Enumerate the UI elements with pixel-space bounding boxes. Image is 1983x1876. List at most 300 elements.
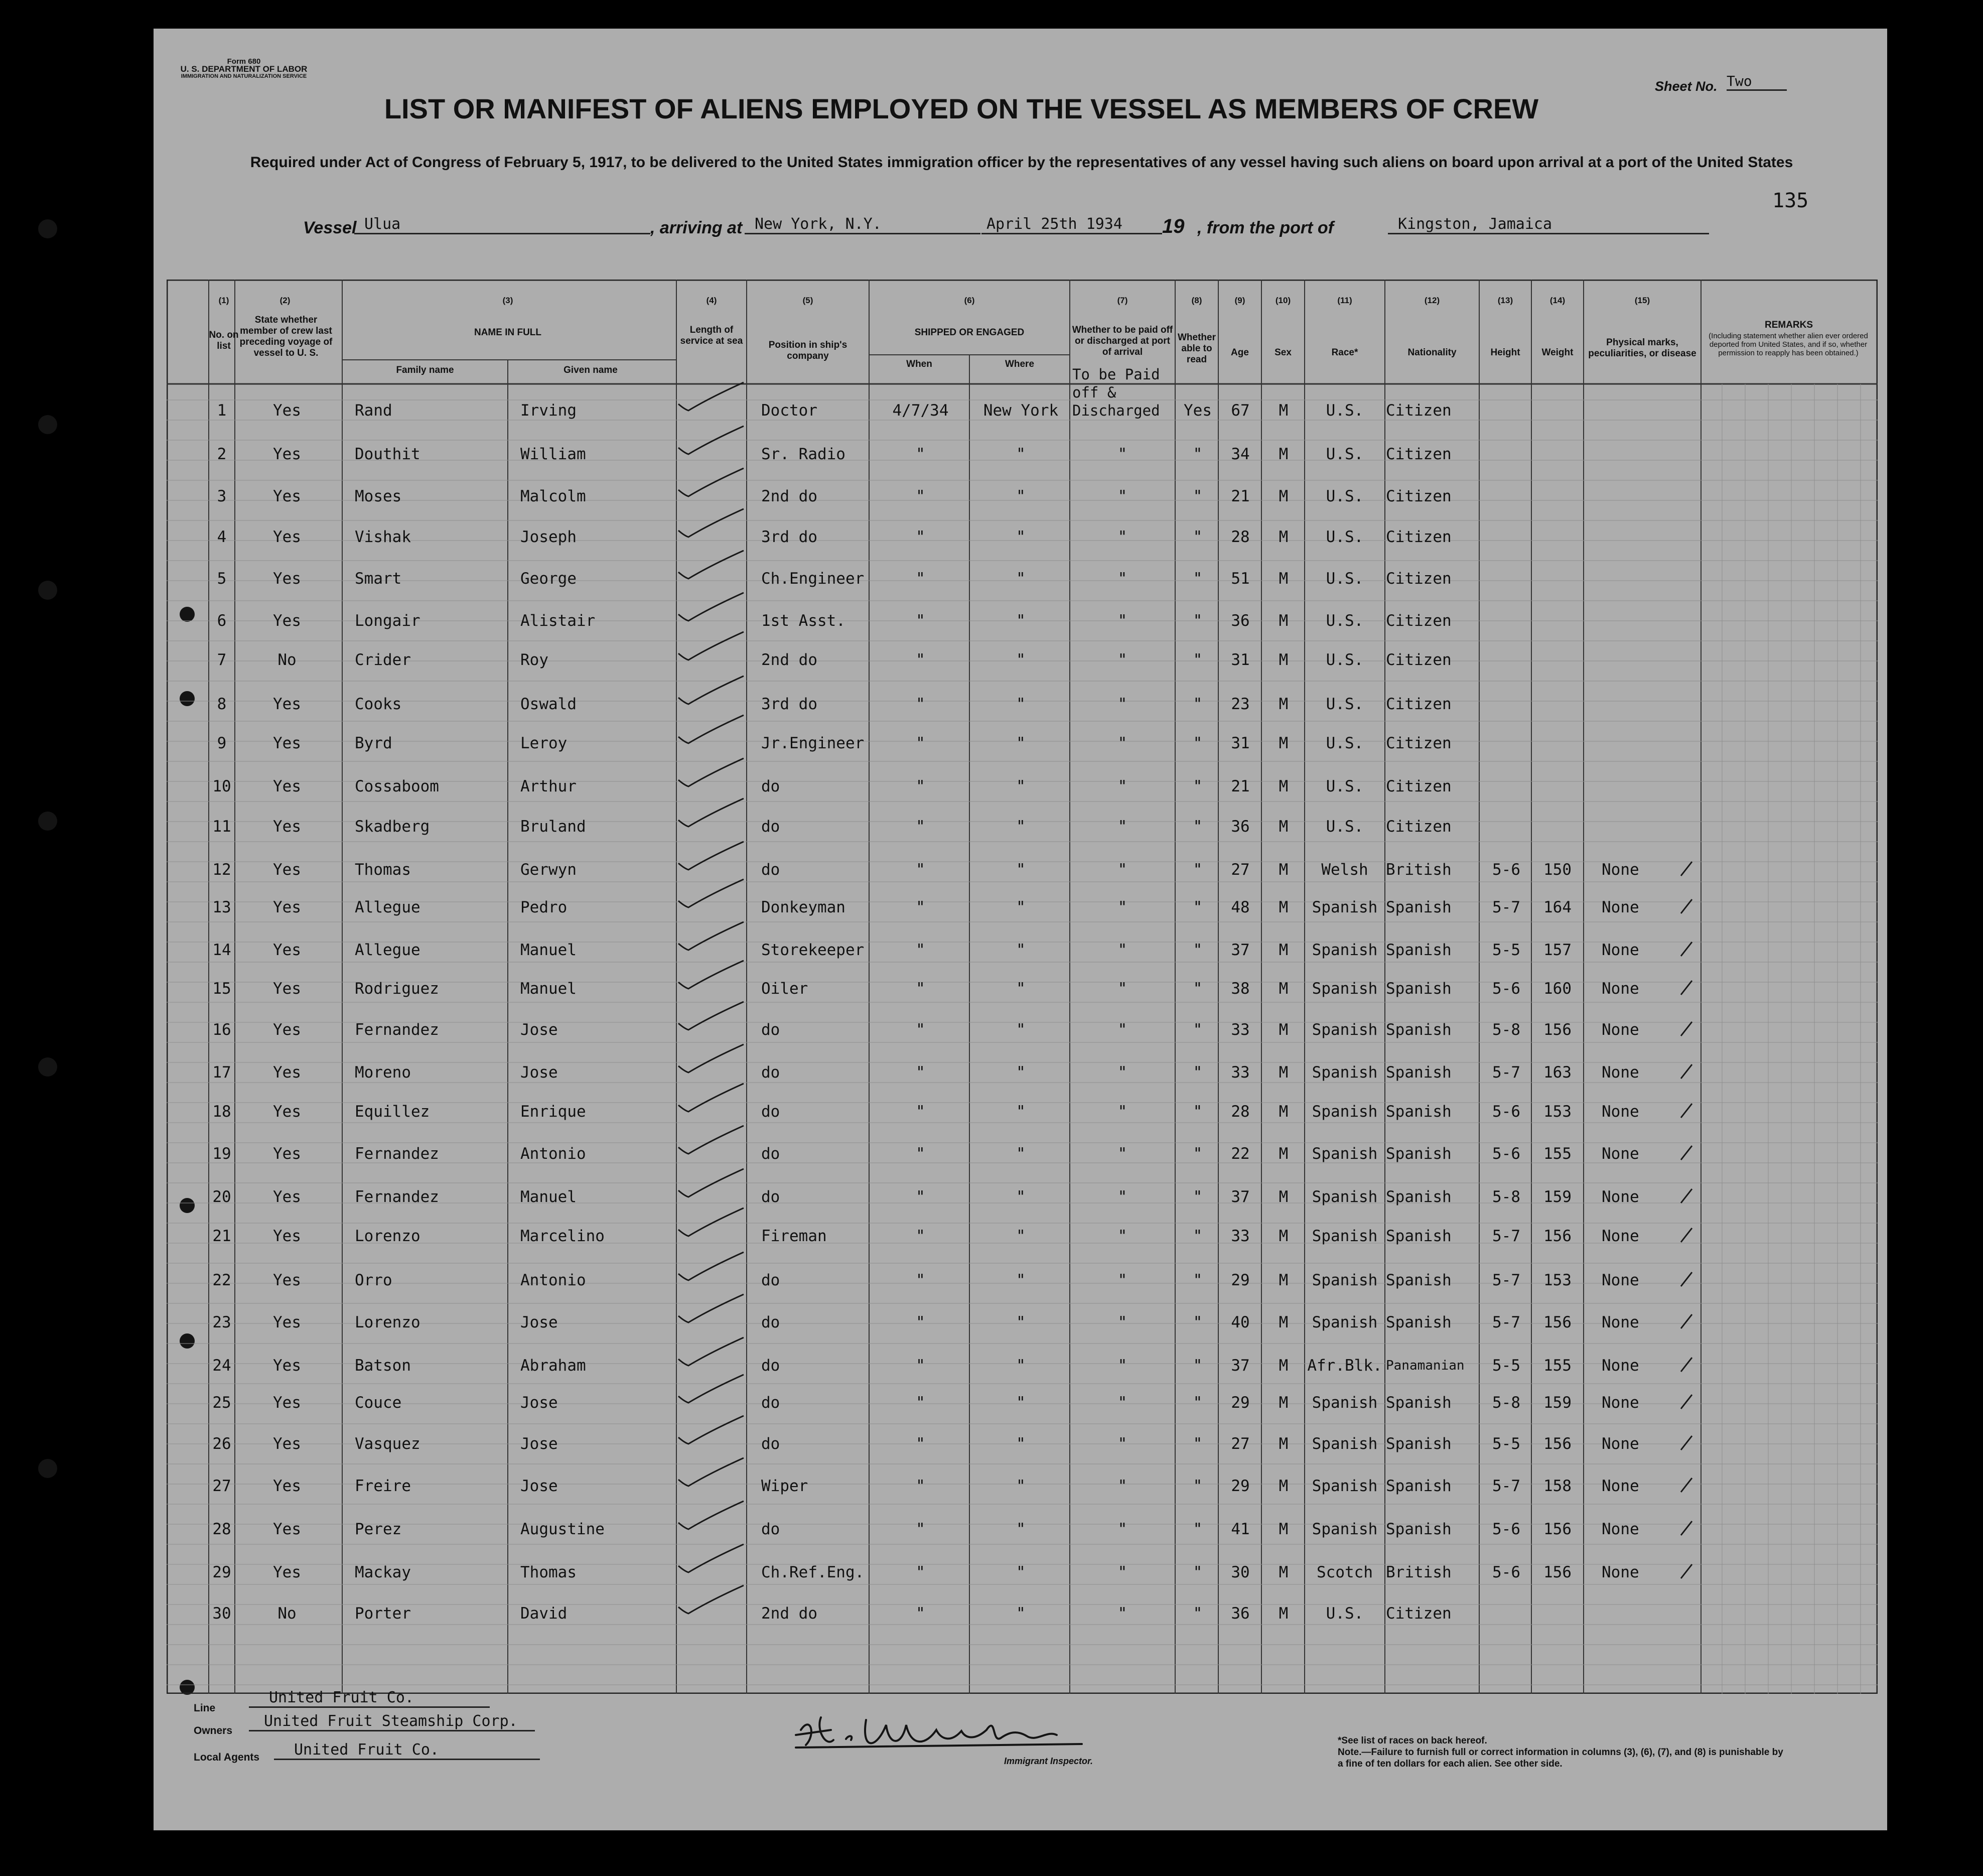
cell-where: "	[1016, 528, 1026, 546]
col-header-weight: Weight	[1541, 347, 1574, 358]
cell-paid: "	[1117, 528, 1127, 546]
cell-sex: M	[1279, 1477, 1289, 1495]
cell-no: 23	[212, 1313, 231, 1331]
cell-marks: None	[1602, 941, 1639, 959]
cell-given: David	[520, 1604, 568, 1623]
cell-sex: M	[1279, 898, 1289, 916]
cell-prev: Yes	[273, 1563, 301, 1581]
check-mark	[668, 1538, 759, 1578]
cell-position: Oiler	[761, 980, 808, 998]
cell-given: Jose	[520, 1313, 558, 1331]
tick-mark	[1677, 1392, 1697, 1412]
cell-height: 5-8	[1492, 1188, 1520, 1206]
cell-height: 5-5	[1492, 941, 1520, 959]
tick-mark	[1677, 939, 1697, 959]
cell-weight: 155	[1543, 1145, 1572, 1163]
cell-no: 25	[212, 1394, 231, 1412]
cell-race: U.S.	[1326, 695, 1364, 713]
tick-mark	[1677, 1061, 1697, 1082]
cell-read: "	[1193, 1394, 1203, 1412]
cell-nat: Spanish	[1386, 941, 1452, 959]
cell-no: 24	[212, 1357, 231, 1375]
cell-read: "	[1193, 1520, 1203, 1538]
agents-value: United Fruit Co.	[274, 1741, 540, 1760]
col-num: (13)	[1497, 296, 1513, 305]
col-header-shipped: SHIPPED OR ENGAGED	[914, 327, 1025, 338]
cell-read: "	[1193, 651, 1203, 669]
cell-when: "	[916, 1563, 925, 1581]
cell-position: do	[761, 1145, 780, 1163]
cell-age: 48	[1231, 898, 1250, 916]
form-number: Form 680	[227, 57, 261, 66]
cell-prev: Yes	[273, 1520, 301, 1538]
cell-prev: No	[277, 651, 297, 669]
cell-where: New York	[983, 401, 1059, 420]
cell-sex: M	[1279, 1604, 1289, 1623]
department: U. S. DEPARTMENT OF LABOR	[180, 64, 308, 74]
check-mark	[668, 376, 759, 417]
cell-read: "	[1193, 1435, 1203, 1453]
year-label: 19	[1162, 215, 1185, 237]
cell-race: U.S.	[1326, 818, 1364, 836]
vessel-label: Vessel	[303, 218, 357, 237]
cell-prev: Yes	[273, 1145, 301, 1163]
col-header-remarks: REMARKS	[1764, 320, 1813, 330]
cell-position: do	[761, 1313, 780, 1331]
cell-when: "	[916, 612, 925, 630]
tick-mark	[1677, 978, 1697, 998]
cell-when: "	[916, 1313, 925, 1331]
cell-age: 34	[1231, 445, 1250, 463]
cell-where: "	[1016, 734, 1026, 752]
cell-nat: Citizen	[1386, 612, 1452, 630]
cell-sex: M	[1279, 445, 1289, 463]
cell-given: Marcelino	[520, 1227, 605, 1245]
cell-position: Ch.Engineer	[761, 570, 865, 588]
cell-given: Arthur	[520, 777, 577, 795]
cell-given: Alistair	[520, 612, 596, 630]
col-header-paid-off: Whether to be paid off or discharged at port of arrival	[1072, 325, 1173, 357]
cell-sex: M	[1279, 734, 1289, 752]
cell-weight: 156	[1543, 1563, 1572, 1581]
cell-no: 1	[217, 401, 227, 420]
cell-when: "	[916, 570, 925, 588]
cell-no: 2	[217, 445, 227, 463]
line-value: United Fruit Co.	[249, 1689, 490, 1708]
col-header-no: No. on list	[209, 330, 239, 351]
cell-position: do	[761, 1271, 780, 1289]
cell-family: Smart	[355, 570, 402, 588]
cell-race: Spanish	[1312, 1477, 1378, 1495]
tick-mark	[1677, 1101, 1697, 1121]
cell-where: "	[1016, 1313, 1026, 1331]
cell-read: "	[1193, 734, 1203, 752]
check-mark	[668, 1410, 759, 1450]
cell-position: Wiper	[761, 1477, 808, 1495]
agents-label: Local Agents	[194, 1752, 260, 1763]
cell-family: Vishak	[355, 528, 411, 546]
cell-age: 41	[1231, 1520, 1250, 1538]
cell-age: 33	[1231, 1021, 1250, 1039]
cell-sex: M	[1279, 651, 1289, 669]
cell-marks: None	[1602, 1271, 1639, 1289]
check-mark	[668, 916, 759, 956]
cell-read: "	[1193, 445, 1203, 463]
check-mark	[668, 996, 759, 1036]
cell-age: 27	[1231, 861, 1250, 879]
cell-read: "	[1193, 818, 1203, 836]
cell-read: "	[1193, 898, 1203, 916]
cell-when: 4/7/34	[892, 401, 949, 420]
cell-prev: Yes	[273, 861, 301, 879]
cell-when: "	[916, 734, 925, 752]
col-num: (10)	[1275, 296, 1291, 305]
cell-prev: Yes	[273, 1435, 301, 1453]
cell-when: "	[916, 980, 925, 998]
tick-mark	[1677, 1019, 1697, 1039]
col-num: (4)	[706, 296, 717, 305]
check-mark	[668, 1078, 759, 1118]
cell-nat: Spanish	[1386, 1103, 1452, 1121]
cell-when: "	[916, 941, 925, 959]
cell-when: "	[916, 445, 925, 463]
col-header-prev-voyage: State whether member of crew last preceding voyage of vessel to U. S.	[239, 315, 333, 358]
tick-mark	[1677, 1186, 1697, 1206]
cell-age: 29	[1231, 1477, 1250, 1495]
cell-sex: M	[1279, 570, 1289, 588]
page-title: LIST OR MANIFEST OF ALIENS EMPLOYED ON THE VESSEL AS MEMBERS OF CREW	[384, 93, 1539, 124]
cell-where: "	[1016, 1477, 1026, 1495]
inspector-signature	[786, 1700, 1137, 1760]
cell-no: 21	[212, 1227, 231, 1245]
cell-where: "	[1016, 1435, 1026, 1453]
cell-prev: Yes	[273, 1271, 301, 1289]
cell-when: "	[916, 1227, 925, 1245]
cell-prev: Yes	[273, 695, 301, 713]
check-mark	[668, 1495, 759, 1535]
cell-when: "	[916, 1145, 925, 1163]
cell-no: 13	[212, 898, 231, 916]
cell-age: 29	[1231, 1394, 1250, 1412]
cell-when: "	[916, 1520, 925, 1538]
cell-no: 27	[212, 1477, 231, 1495]
cell-nat: British	[1386, 1563, 1452, 1581]
cell-race: U.S.	[1326, 445, 1364, 463]
cell-age: 33	[1231, 1227, 1250, 1245]
cell-race: Spanish	[1312, 1063, 1378, 1082]
cell-family: Byrd	[355, 734, 392, 752]
cell-when: "	[916, 1063, 925, 1082]
service: IMMIGRATION AND NATURALIZATION SERVICE	[181, 73, 307, 79]
cell-where: "	[1016, 651, 1026, 669]
check-mark	[668, 1120, 759, 1160]
cell-position: 3rd do	[761, 528, 817, 546]
cell-where: "	[1016, 1103, 1026, 1121]
cell-prev: Yes	[273, 1394, 301, 1412]
cell-sex: M	[1279, 695, 1289, 713]
line-label: Line	[194, 1702, 216, 1714]
cell-age: 67	[1231, 401, 1250, 420]
cell-weight: 155	[1543, 1357, 1572, 1375]
cell-nat: Citizen	[1386, 818, 1452, 836]
cell-nat: Spanish	[1386, 1394, 1452, 1412]
cell-when: "	[916, 818, 925, 836]
col-header-nationality: Nationality	[1407, 347, 1457, 358]
tick-mark	[1677, 896, 1697, 916]
cell-position: do	[761, 1188, 780, 1206]
cell-where: "	[1016, 1563, 1026, 1581]
cell-no: 9	[217, 734, 227, 752]
cell-sex: M	[1279, 528, 1289, 546]
cell-when: "	[916, 1394, 925, 1412]
cell-weight: 150	[1543, 861, 1572, 879]
owners-label: Owners	[194, 1725, 233, 1736]
cell-sex: M	[1279, 1394, 1289, 1412]
cell-race: U.S.	[1326, 651, 1364, 669]
cell-family: Skadberg	[355, 818, 430, 836]
subheader-family-name: Family name	[396, 365, 454, 375]
cell-nat: Citizen	[1386, 734, 1452, 752]
cell-weight: 156	[1543, 1227, 1572, 1245]
cell-family: Moses	[355, 487, 402, 505]
cell-height: 5-6	[1492, 1520, 1520, 1538]
cell-race: Spanish	[1312, 1021, 1378, 1039]
cell-sex: M	[1279, 1103, 1289, 1121]
cell-weight: 157	[1543, 941, 1572, 959]
cell-given: Jose	[520, 1021, 558, 1039]
cell-paid: "	[1117, 695, 1127, 713]
cell-race: Spanish	[1312, 1188, 1378, 1206]
cell-given: Enrique	[520, 1103, 586, 1121]
cell-family: Mackay	[355, 1563, 411, 1581]
cell-read: "	[1193, 861, 1203, 879]
cell-sex: M	[1279, 1435, 1289, 1453]
cell-read: "	[1193, 1271, 1203, 1289]
cell-read: "	[1193, 528, 1203, 546]
cell-race: Spanish	[1312, 1103, 1378, 1121]
cell-age: 37	[1231, 1188, 1250, 1206]
cell-where: "	[1016, 1227, 1026, 1245]
cell-read: "	[1193, 941, 1203, 959]
cell-family: Lorenzo	[355, 1313, 420, 1331]
cell-marks: None	[1602, 1063, 1639, 1082]
tick-mark	[1677, 859, 1697, 879]
cell-read: "	[1193, 1145, 1203, 1163]
cell-paid: "	[1117, 1520, 1127, 1538]
cell-sex: M	[1279, 1227, 1289, 1245]
cell-position: do	[761, 861, 780, 879]
cell-no: 22	[212, 1271, 231, 1289]
cell-race: Scotch	[1317, 1563, 1373, 1581]
cell-no: 20	[212, 1188, 231, 1206]
cell-marks: None	[1602, 1188, 1639, 1206]
cell-read: "	[1193, 1357, 1203, 1375]
from-label: , from the port of	[1197, 218, 1334, 237]
col-num: (14)	[1549, 296, 1566, 305]
cell-sex: M	[1279, 1063, 1289, 1082]
cell-height: 5-6	[1492, 1103, 1520, 1121]
cell-position: do	[761, 1021, 780, 1039]
check-mark	[668, 1038, 759, 1079]
cell-when: "	[916, 695, 925, 713]
cell-paid: "	[1117, 1021, 1127, 1039]
cell-read: "	[1193, 695, 1203, 713]
cell-prev: Yes	[273, 528, 301, 546]
col-header-name: NAME IN FULL	[474, 327, 542, 338]
cell-nat: Spanish	[1386, 1063, 1452, 1082]
cell-family: Freire	[355, 1477, 411, 1495]
check-mark	[668, 1579, 759, 1620]
cell-where: "	[1016, 1357, 1026, 1375]
cell-when: "	[916, 777, 925, 795]
cell-family: Douthit	[355, 445, 420, 463]
cell-family: Fernandez	[355, 1145, 439, 1163]
cell-marks: None	[1602, 861, 1639, 879]
cell-read: "	[1193, 1103, 1203, 1121]
cell-race: U.S.	[1326, 777, 1364, 795]
col-num: (12)	[1424, 296, 1440, 305]
col-num: (11)	[1337, 296, 1352, 305]
cell-given: Jose	[520, 1394, 558, 1412]
cell-nat: Citizen	[1386, 1604, 1452, 1623]
cell-given: William	[520, 445, 586, 463]
cell-height: 5-8	[1492, 1394, 1520, 1412]
cell-paid: "	[1117, 734, 1127, 752]
cell-marks: None	[1602, 980, 1639, 998]
cell-sex: M	[1279, 612, 1289, 630]
cell-sex: M	[1279, 1271, 1289, 1289]
cell-paid: "	[1117, 1313, 1127, 1331]
cell-race: Spanish	[1312, 1520, 1378, 1538]
binder-hole	[38, 1057, 57, 1077]
cell-weight: 156	[1543, 1313, 1572, 1331]
cell-nat: Spanish	[1386, 1271, 1452, 1289]
check-mark	[668, 1288, 759, 1328]
cell-given: Roy	[520, 651, 548, 669]
cell-read: "	[1193, 980, 1203, 998]
signature-caption: Immigrant Inspector.	[1004, 1756, 1093, 1766]
cell-weight: 163	[1543, 1063, 1572, 1082]
cell-where: "	[1016, 1063, 1026, 1082]
cell-given: Joseph	[520, 528, 577, 546]
cell-paid: "	[1117, 861, 1127, 879]
check-mark	[668, 836, 759, 876]
cell-sex: M	[1279, 861, 1289, 879]
cell-no: 12	[212, 861, 231, 879]
cell-race: U.S.	[1326, 487, 1364, 505]
tick-mark	[1677, 1433, 1697, 1453]
cell-no: 28	[212, 1520, 231, 1538]
cell-sex: M	[1279, 980, 1289, 998]
tick-mark	[1677, 1518, 1697, 1538]
cell-height: 5-6	[1492, 980, 1520, 998]
cell-race: U.S.	[1326, 570, 1364, 588]
cell-when: "	[916, 898, 925, 916]
cell-position: do	[761, 1435, 780, 1453]
cell-position: do	[761, 1520, 780, 1538]
col-num: (15)	[1634, 296, 1650, 305]
cell-height: 5-7	[1492, 898, 1520, 916]
cell-race: U.S.	[1326, 528, 1364, 546]
cell-paid: "	[1117, 1394, 1127, 1412]
check-mark	[668, 626, 759, 666]
cell-when: "	[916, 1604, 925, 1623]
cell-family: Orro	[355, 1271, 392, 1289]
cell-family: Allegue	[355, 941, 420, 959]
cell-weight: 160	[1543, 980, 1572, 998]
cell-given: Leroy	[520, 734, 568, 752]
cell-given: George	[520, 570, 577, 588]
cell-age: 38	[1231, 980, 1250, 998]
cell-no: 19	[212, 1145, 231, 1163]
cell-marks: None	[1602, 1520, 1639, 1538]
cell-when: "	[916, 1021, 925, 1039]
col-header-marks: Physical marks, peculiarities, or disease	[1588, 337, 1696, 359]
cell-marks: None	[1602, 1477, 1639, 1495]
cell-weight: 159	[1543, 1188, 1572, 1206]
cell-no: 5	[217, 570, 227, 588]
cell-no: 7	[217, 651, 227, 669]
cell-marks: None	[1602, 1145, 1639, 1163]
cell-nat: British	[1386, 861, 1452, 879]
cell-prev: Yes	[273, 818, 301, 836]
cell-read: "	[1193, 1063, 1203, 1082]
cell-family: Fernandez	[355, 1021, 439, 1039]
cell-given: Thomas	[520, 1563, 577, 1581]
cell-paid: "	[1117, 1435, 1127, 1453]
cell-where: "	[1016, 1145, 1026, 1163]
cell-given: Jose	[520, 1435, 558, 1453]
cell-prev: Yes	[273, 1188, 301, 1206]
cell-height: 5-7	[1492, 1063, 1520, 1082]
cell-read: "	[1193, 1021, 1203, 1039]
cell-when: "	[916, 1435, 925, 1453]
cell-given: Manuel	[520, 980, 577, 998]
cell-race: U.S.	[1326, 612, 1364, 630]
check-mark	[668, 752, 759, 792]
cell-position: Storekeeper	[761, 941, 865, 959]
sheet-number: Two	[1727, 73, 1787, 91]
check-mark	[668, 587, 759, 627]
cell-race: U.S.	[1326, 1604, 1364, 1623]
cell-age: 22	[1231, 1145, 1250, 1163]
tick-mark	[1677, 1355, 1697, 1375]
cell-nat: Citizen	[1386, 651, 1452, 669]
cell-no: 10	[212, 777, 231, 795]
cell-read: "	[1193, 1227, 1203, 1245]
cell-where: "	[1016, 1271, 1026, 1289]
cell-family: Fernandez	[355, 1188, 439, 1206]
cell-no: 17	[212, 1063, 231, 1082]
binder-hole	[38, 581, 57, 600]
cell-sex: M	[1279, 1313, 1289, 1331]
check-mark	[668, 1163, 759, 1203]
col-num: (9)	[1234, 296, 1245, 305]
col-header-age: Age	[1231, 347, 1249, 358]
cell-prev: Yes	[273, 570, 301, 588]
cell-family: Batson	[355, 1357, 411, 1375]
cell-family: Rand	[355, 401, 392, 420]
check-mark	[668, 462, 759, 502]
cell-height: 5-5	[1492, 1435, 1520, 1453]
cell-no: 11	[212, 818, 231, 836]
cell-sex: M	[1279, 487, 1289, 505]
cell-paid: "	[1117, 445, 1127, 463]
cell-read: Yes	[1184, 401, 1212, 420]
check-mark	[668, 670, 759, 710]
cell-family: Moreno	[355, 1063, 411, 1082]
col-num: (2)	[279, 296, 291, 305]
